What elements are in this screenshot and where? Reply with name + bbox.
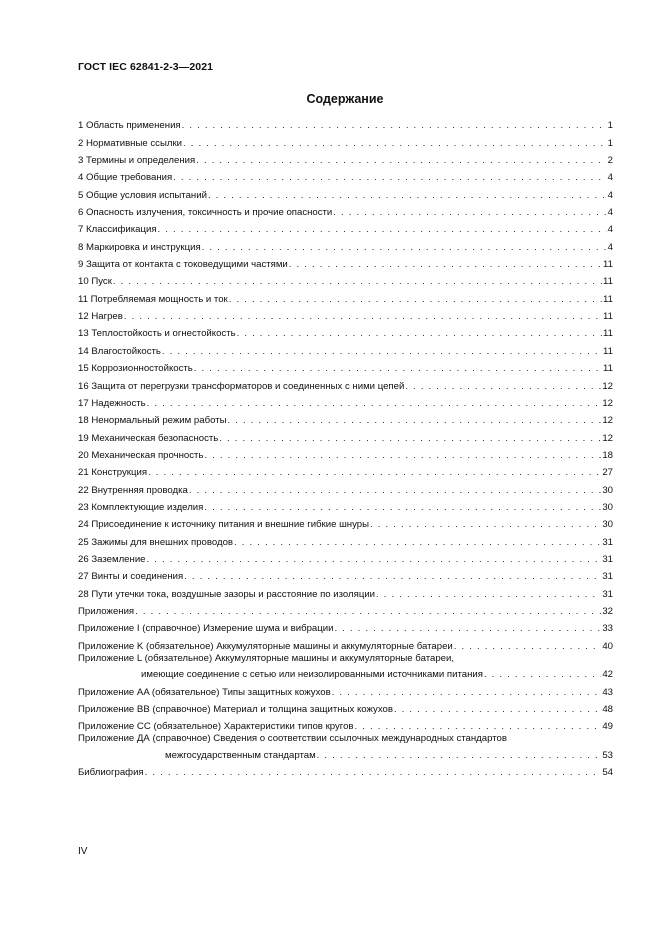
toc-page-number: 11 — [603, 259, 613, 271]
toc-entry-text: 22 Внутренняя проводка — [78, 484, 188, 496]
toc-page-number: 1 — [607, 120, 613, 132]
toc-leader-dots — [237, 328, 602, 340]
toc-entry[interactable] — [78, 410, 613, 427]
toc-leader-dots — [183, 138, 607, 150]
toc-entry-annex-da[interactable] — [78, 733, 613, 762]
toc-entry[interactable] — [78, 254, 613, 271]
toc-entry-text: 3 Термины и определения — [78, 155, 196, 167]
toc-entry[interactable] — [78, 716, 613, 733]
toc-leader-dots — [228, 415, 602, 427]
toc-page-number: 54 — [602, 767, 613, 779]
toc-entry[interactable] — [78, 583, 613, 600]
toc-entry-text: Приложение AA (обязательное) Типы защитных кожухов — [78, 686, 331, 698]
toc-page-number: 30 — [602, 501, 613, 513]
toc-entry-text: 26 Заземление — [78, 553, 146, 565]
toc-leader-dots — [317, 750, 602, 762]
toc-page-number: 31 — [602, 571, 613, 583]
toc-leader-dots — [289, 259, 602, 271]
toc-entry[interactable] — [78, 132, 613, 149]
toc-leader-dots — [189, 485, 601, 497]
toc-leader-dots — [204, 450, 601, 462]
toc-entry[interactable] — [78, 531, 613, 548]
toc-page-number: 30 — [602, 519, 613, 531]
toc-entry-text: 21 Конструкция — [78, 467, 148, 479]
toc-page-number: 1 — [607, 137, 613, 149]
toc-entry[interactable] — [78, 219, 613, 236]
toc-entry[interactable] — [78, 340, 613, 357]
toc-page-number: 4 — [607, 172, 613, 184]
toc-entry[interactable] — [78, 549, 613, 566]
toc-leader-dots — [229, 294, 602, 306]
toc-entry-text: 11 Потребляемая мощность и ток — [78, 293, 228, 305]
toc-entry[interactable] — [78, 167, 613, 184]
toc-entry-text: Приложения — [78, 605, 135, 617]
toc-leader-dots — [173, 172, 606, 184]
toc-leader-dots — [484, 669, 601, 681]
toc-entry[interactable] — [78, 202, 613, 219]
toc-page-number: 27 — [602, 467, 613, 479]
toc-entry-text: 10 Пуск — [78, 276, 112, 288]
toc-page-number: 11 — [603, 328, 613, 340]
toc-page-number: 53 — [602, 749, 613, 761]
toc-entry-text: 8 Маркировка и инструкция — [78, 241, 201, 253]
toc-page-number: 49 — [602, 721, 613, 733]
toc-entry-text: 1 Область применения — [78, 120, 181, 132]
toc-leader-dots — [405, 381, 601, 393]
toc-entry-text: Приложение K (обязательное) Аккумуляторные машины и аккумуляторные батареи — [78, 640, 453, 652]
toc-entry[interactable] — [78, 462, 613, 479]
toc-entry-text: Приложение I (справочное) Измерение шума и вибрации — [78, 623, 334, 635]
toc-entry-text: 24 Присоединение к источнику питания и внешние гибкие шнуры — [78, 519, 370, 531]
toc-entry-text-continued: межгосударственным стандартам — [165, 749, 316, 761]
toc-page-number: 12 — [602, 415, 613, 427]
toc-page-number: 11 — [603, 276, 613, 288]
toc-leader-dots — [204, 502, 601, 514]
toc-entry-text: Приложение ДА (справочное) Сведения о соответствии ссылочных международных стандартов — [78, 733, 507, 745]
toc-entry[interactable] — [78, 375, 613, 392]
toc-leader-dots — [135, 606, 601, 618]
toc-entry-annex-l[interactable] — [78, 653, 613, 682]
toc-entry[interactable] — [78, 288, 613, 305]
toc-page-number: 12 — [602, 397, 613, 409]
toc-entry[interactable] — [78, 236, 613, 253]
toc-entry-text: Приложение BB (справочное) Материал и толщина защитных кожухов — [78, 703, 393, 715]
toc-leader-dots — [332, 687, 602, 699]
toc-page-number: 11 — [603, 293, 613, 305]
toc-entry-text: 27 Винты и соединения — [78, 571, 184, 583]
toc-leader-dots — [113, 276, 602, 288]
toc-entry[interactable] — [78, 150, 613, 167]
toc-entry-text: 14 Влагостойкость — [78, 345, 161, 357]
toc-entry[interactable] — [78, 323, 613, 340]
toc-page-number: 42 — [602, 669, 613, 681]
toc-entry-bibliography[interactable] — [78, 762, 613, 779]
toc-entry-text: 7 Классификация — [78, 224, 157, 236]
toc-leader-dots — [196, 155, 606, 167]
toc-page-number: 11 — [603, 311, 613, 323]
toc-page-number: 31 — [602, 536, 613, 548]
toc-leader-dots — [202, 242, 607, 254]
toc-entry[interactable] — [78, 618, 613, 635]
toc-leader-dots — [148, 467, 601, 479]
toc-entry-text: 5 Общие условия испытаний — [78, 189, 207, 201]
toc-entry[interactable] — [78, 514, 613, 531]
toc-entry-text: 18 Ненормальный режим работы — [78, 415, 227, 427]
toc-entry-text-continued: имеющие соединение с сетью или неизолированными источниками питания — [141, 669, 483, 681]
toc-title: Содержание — [306, 92, 384, 106]
toc-entry[interactable] — [78, 445, 613, 462]
toc-entry[interactable] — [78, 271, 613, 288]
toc-entry-text: 4 Общие требования — [78, 172, 173, 184]
toc-page-number: 4 — [607, 241, 613, 253]
page-number: IV — [78, 846, 88, 857]
toc-page-number: 30 — [602, 484, 613, 496]
toc-leader-dots — [333, 207, 606, 219]
toc-leader-dots — [147, 554, 602, 566]
toc-page-number: 18 — [602, 449, 613, 461]
toc-page-number: 31 — [602, 588, 613, 600]
toc-leader-dots — [147, 398, 602, 410]
toc-leader-dots — [182, 120, 607, 132]
toc-entry[interactable] — [78, 184, 613, 201]
toc-leader-dots — [370, 519, 601, 531]
toc-entry[interactable] — [78, 427, 613, 444]
toc-entry[interactable] — [78, 393, 613, 410]
toc-entry[interactable] — [78, 497, 613, 514]
toc-entry-text: 16 Защита от перегрузки трансформаторов и соединенных с ними цепей — [78, 380, 405, 392]
toc-leader-dots — [454, 641, 602, 653]
toc-entry[interactable] — [78, 601, 613, 618]
toc-page-number: 2 — [607, 155, 613, 167]
toc-entry[interactable] — [78, 681, 613, 698]
toc-entry-text: Приложение L (обязательное) Аккумуляторные машины и аккумуляторные батареи, — [78, 652, 455, 664]
toc-leader-dots — [234, 537, 601, 549]
toc-page-number: 33 — [602, 623, 613, 635]
toc-page-number: 32 — [602, 605, 613, 617]
toc-page-number: 12 — [602, 432, 613, 444]
toc-entry[interactable] — [78, 306, 613, 323]
toc-leader-dots — [194, 363, 602, 375]
toc-page-number: 12 — [602, 380, 613, 392]
toc-page-number: 48 — [602, 703, 613, 715]
toc-entry[interactable] — [78, 358, 613, 375]
toc-leader-dots — [334, 623, 601, 635]
toc-page-number: 31 — [602, 553, 613, 565]
toc-page-number: 4 — [607, 189, 613, 201]
table-of-contents — [78, 115, 613, 779]
toc-leader-dots — [208, 190, 607, 202]
toc-entry[interactable] — [78, 635, 613, 652]
toc-leader-dots — [124, 311, 602, 323]
toc-leader-dots — [376, 589, 601, 601]
toc-entry-text: Библиография — [78, 767, 144, 779]
toc-page-number: 40 — [602, 640, 613, 652]
toc-entry-text: 12 Нагрев — [78, 311, 123, 323]
toc-entry-text: 28 Пути утечки тока, воздушные зазоры и расстояние по изоляции — [78, 588, 376, 600]
toc-entry[interactable] — [78, 699, 613, 716]
toc-entry-text: 23 Комплектующие изделия — [78, 501, 204, 513]
document-standard-header: ГОСТ IEC 62841-2-3—2021 — [78, 61, 214, 73]
toc-entry-text: 13 Теплостойкость и огнестойкость — [78, 328, 236, 340]
toc-entry-text: 17 Надежность — [78, 397, 146, 409]
toc-entry-text: 2 Нормативные ссылки — [78, 137, 183, 149]
toc-leader-dots — [219, 433, 601, 445]
toc-leader-dots — [145, 767, 602, 779]
toc-page-number: 43 — [602, 686, 613, 698]
toc-entry-text: Приложение CC (обязательное) Характеристики типов кругов — [78, 721, 354, 733]
toc-page-number: 4 — [607, 207, 613, 219]
toc-entry-text: 19 Механическая безопасность — [78, 432, 219, 444]
toc-entry-text: 25 Зажимы для внешних проводов — [78, 536, 234, 548]
toc-leader-dots — [394, 704, 601, 716]
toc-page-number: 4 — [607, 224, 613, 236]
toc-leader-dots — [158, 224, 607, 236]
toc-entry-text: 6 Опасность излучения, токсичность и прочие опасности — [78, 207, 333, 219]
toc-leader-dots — [162, 346, 602, 358]
toc-entry-text: 20 Механическая прочность — [78, 449, 204, 461]
toc-entry-text: 15 Коррозионностойкость — [78, 363, 193, 375]
toc-entry[interactable] — [78, 566, 613, 583]
toc-entry[interactable] — [78, 115, 613, 132]
toc-entry-text: 9 Защита от контакта с токоведущими частями — [78, 259, 288, 271]
toc-entry[interactable] — [78, 479, 613, 496]
toc-leader-dots — [184, 571, 601, 583]
toc-leader-dots — [355, 721, 602, 733]
toc-page-number: 11 — [603, 345, 613, 357]
toc-page-number: 11 — [603, 363, 613, 375]
